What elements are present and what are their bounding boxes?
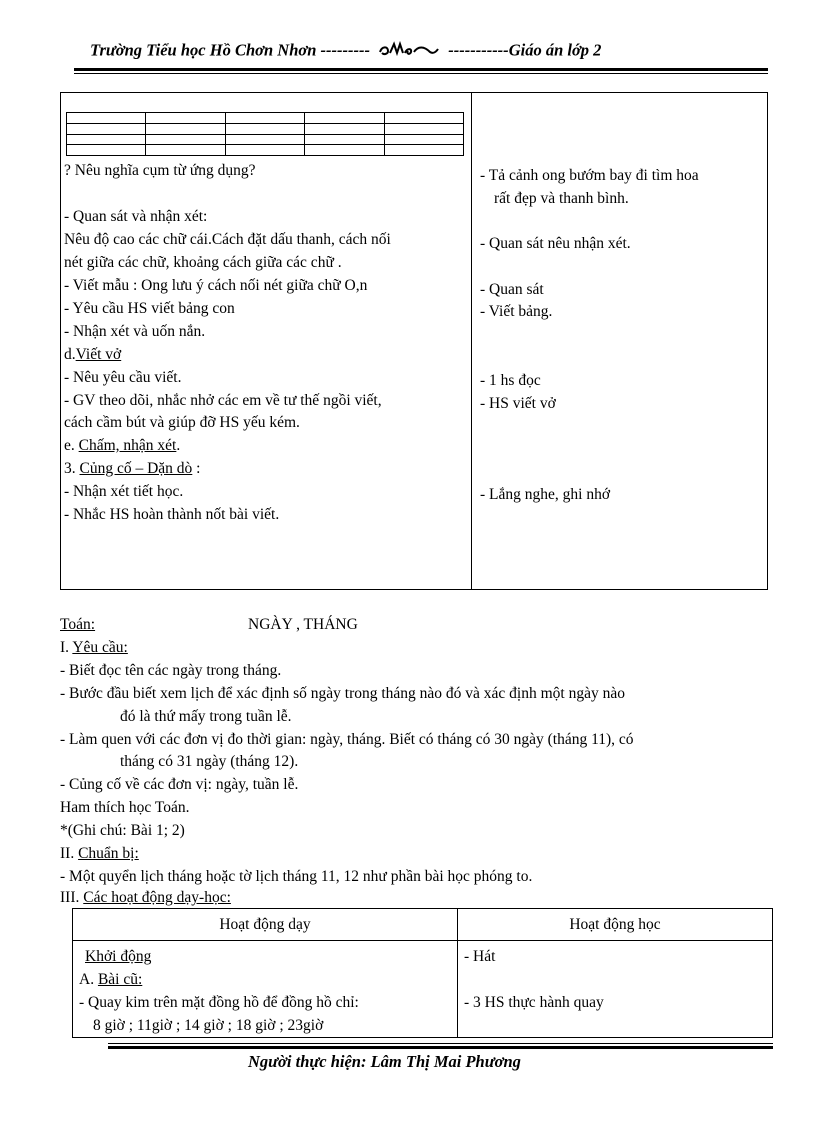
section-e-title: Chấm, nhận xét (78, 437, 177, 454)
teacher-line: - Quay kim trên mặt đồng hồ để đồng hồ chỉ: (79, 994, 359, 1011)
lesson-line: đó là thứ mấy trong tuần lễ. (120, 708, 292, 725)
section-e-prefix: e. (64, 437, 79, 454)
section-i-prefix: I. (60, 639, 73, 656)
table-cell-teacher (73, 941, 458, 1038)
right-line: - Viết bảng. (480, 303, 553, 320)
section-i-heading (60, 639, 128, 657)
lesson-line: - Biết đọc tên các ngày trong tháng. (60, 662, 282, 679)
right-line: - 1 hs đọc (480, 372, 541, 389)
table-head-teacher: Hoạt động dạy (73, 909, 458, 941)
footer-author: Người thực hiện: Lâm Thị Mai Phương (248, 1052, 521, 1071)
right-line: - HS viết vở (480, 395, 556, 412)
empty-grid-table (66, 112, 464, 156)
section-d-heading (64, 346, 121, 364)
student-line: - Hát (464, 948, 496, 965)
left-line: ? Nêu nghĩa cụm từ ứng dụng? (64, 162, 256, 179)
lesson-line: tháng có 31 ngày (tháng 12). (120, 753, 299, 770)
teacher-line: 8 giờ ; 11giờ ; 14 giờ ; 18 giờ ; 23giờ (93, 1017, 324, 1034)
header-dashes-left: --------- (320, 40, 370, 60)
right-line: - Quan sát nêu nhận xét. (480, 235, 631, 252)
warmup-label: Khởi động (85, 948, 152, 965)
table-cell-student (458, 941, 773, 1038)
right-line: rất đẹp và thanh bình. (494, 190, 629, 207)
left-line: - Nhận xét tiết học. (64, 483, 184, 500)
left-line: - GV theo dõi, nhắc nhở các em về tư thế ngồi viết, (64, 392, 382, 409)
left-line: - Nhắc HS hoàn thành nốt bài viết. (64, 506, 280, 523)
lesson-line: - Một quyển lịch tháng hoặc tờ lịch tháng 11, 12 như phần bài học phóng to. (60, 868, 533, 885)
section-3-heading (64, 460, 200, 478)
plan-title: Giáo án lớp 2 (508, 40, 602, 60)
left-line: Nêu độ cao các chữ cái.Cách đặt dấu thanh, cách nối (64, 231, 391, 248)
left-line: cách cầm bút và giúp đỡ HS yếu kém. (64, 414, 300, 431)
lesson-line: Ham thích học Toán. (60, 799, 190, 816)
left-line: - Yêu cầu HS viết bảng con (64, 300, 235, 317)
section-ii-prefix: II. (60, 845, 79, 862)
lesson-title: NGÀY , THÁNG (248, 616, 358, 633)
section-iii-prefix: III. (60, 889, 84, 906)
header-dashes-right: ----------- (448, 40, 509, 60)
section-ii-heading (60, 845, 139, 863)
right-line: - Quan sát (480, 281, 544, 298)
section-3-suffix: : (192, 460, 201, 477)
activity-box-divider (471, 92, 472, 590)
section-d-title: Viết vở (75, 346, 122, 363)
left-line: - Viết mẫu : Ong lưu ý cách nối nét giữa chữ O,n (64, 277, 368, 294)
section-3-prefix: 3. (64, 460, 80, 477)
section-iii-title: Các hoạt động dạy-học: (83, 889, 231, 906)
activity-table (72, 908, 773, 1038)
decorative-logo-icon (378, 40, 440, 63)
right-line: - Lắng nghe, ghi nhớ (480, 486, 611, 503)
lesson-line: - Củng cố về các đơn vị: ngày, tuần lễ. (60, 776, 299, 793)
section-ii-title: Chuẩn bị: (78, 845, 139, 862)
old-lesson-title: Bài cũ: (97, 971, 143, 988)
lesson-line: *(Ghi chú: Bài 1; 2) (60, 822, 185, 839)
table-head-student: Hoạt động học (458, 909, 773, 941)
header-rule-thick (74, 68, 768, 71)
lesson-line: - Bước đầu biết xem lịch để xác định số ngày trong tháng nào đó và xác định một ngày nào (60, 685, 625, 702)
section-e-suffix: . (176, 437, 181, 454)
section-d-prefix: d. (64, 346, 76, 363)
left-line: - Nêu yêu cầu viết. (64, 369, 182, 386)
footer-rule-thin (108, 1043, 773, 1044)
left-line: - Quan sát và nhận xét: (64, 208, 208, 225)
left-line: nét giữa các chữ, khoảng cách giữa các chữ . (64, 254, 342, 271)
footer-rule-thick (108, 1046, 773, 1049)
section-e-heading (64, 437, 180, 455)
left-line: - Nhận xét và uốn nắn. (64, 323, 206, 340)
header-rule-thin (74, 73, 768, 74)
section-3-title: Củng cố – Dặn dò (79, 460, 193, 477)
old-lesson-prefix: A. (79, 971, 98, 988)
lesson-line: - Làm quen với các đơn vị đo thời gian: ngày, tháng. Biết có tháng có 30 ngày (tháng 11), có (60, 731, 634, 748)
page-header (90, 40, 601, 63)
right-line: - Tả cảnh ong bướm bay đi tìm hoa (480, 167, 699, 184)
subject-label: Toán: (60, 616, 96, 633)
school-name: Trường Tiểu học Hồ Chơn Nhơn (90, 40, 317, 60)
old-lesson-heading (79, 968, 457, 991)
section-iii-heading (60, 889, 231, 907)
section-i-title: Yêu cầu: (72, 639, 128, 656)
student-line: - 3 HS thực hành quay (464, 994, 604, 1011)
